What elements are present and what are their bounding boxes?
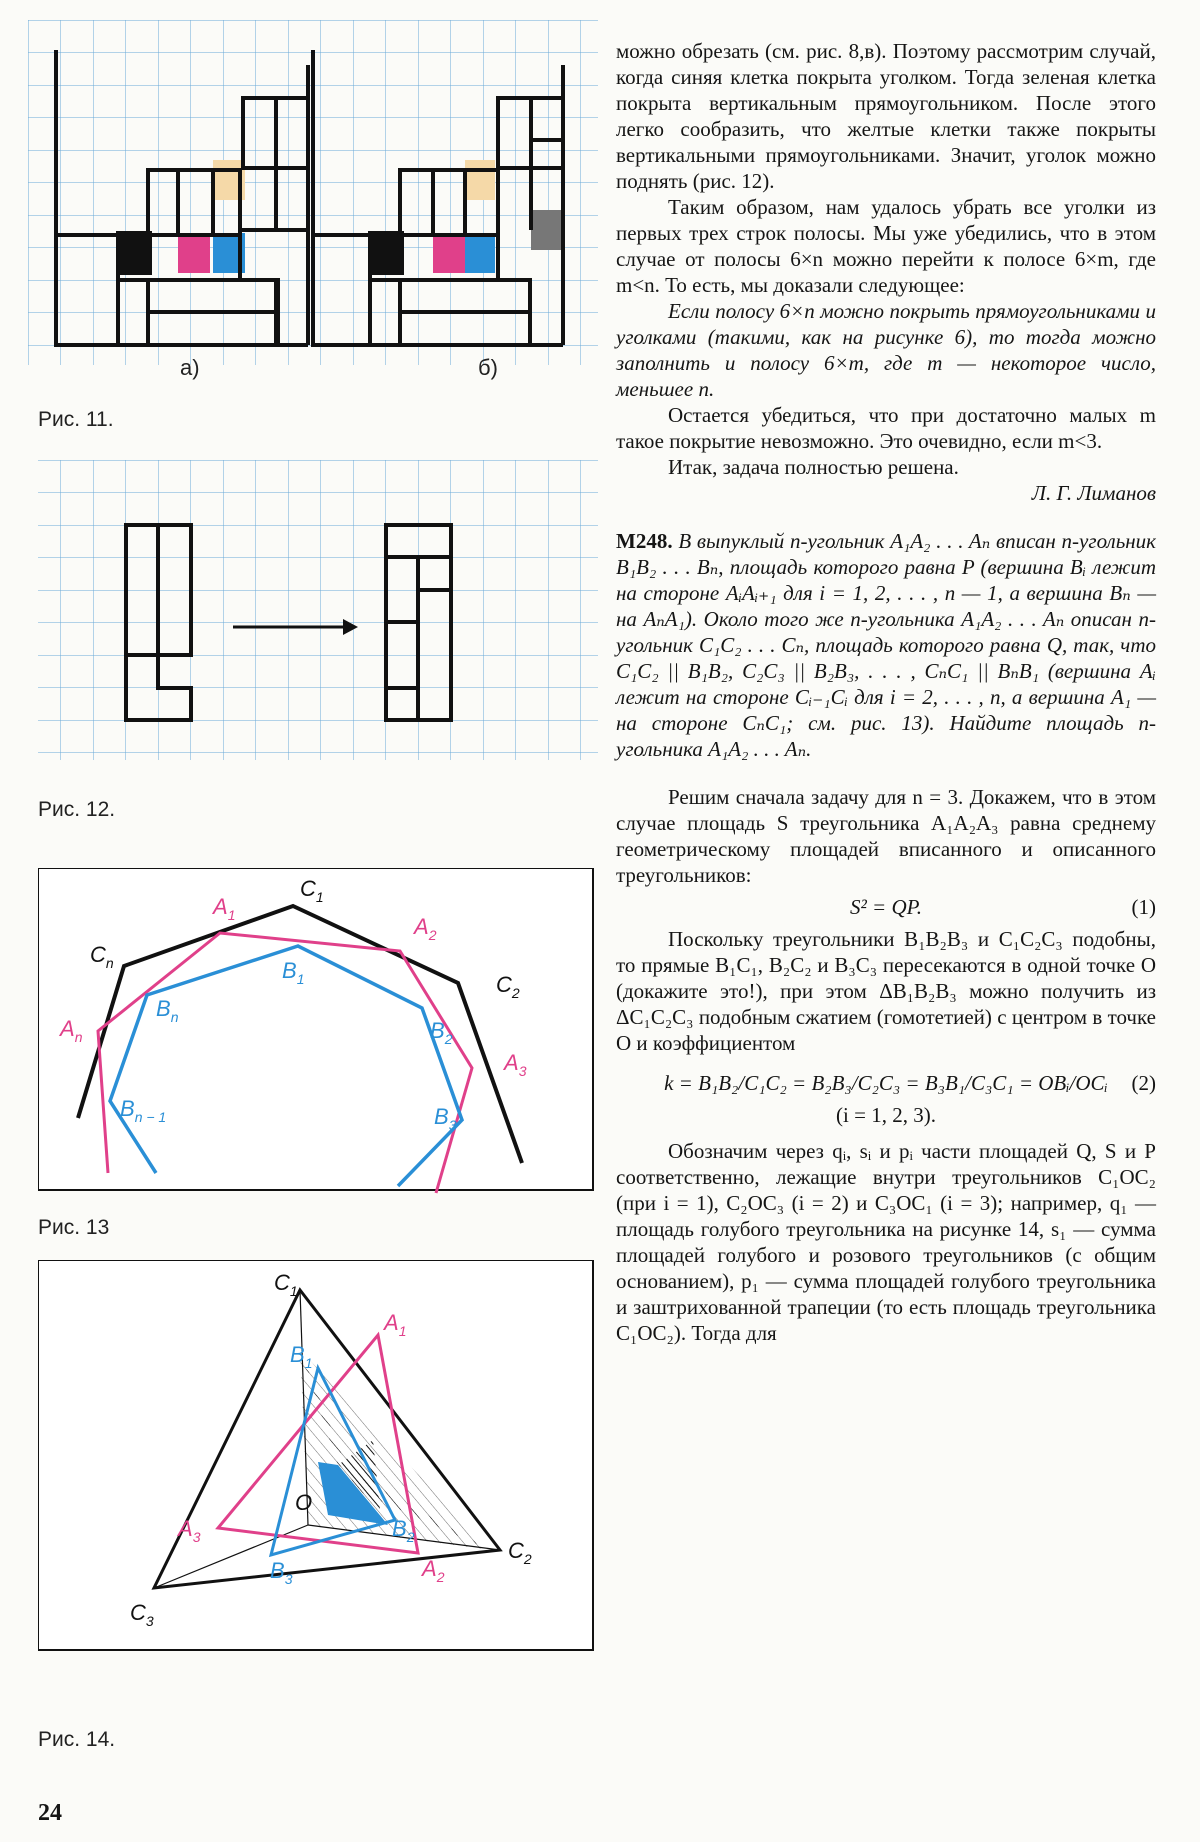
page-number: 24 [38,1800,62,1826]
svg-text:B3: $B_3$ [434,1104,457,1133]
equation-2-number: (2) [1131,1071,1156,1095]
problem-text: В выпуклый n-угольник A₁A₂ . . . Aₙ вписан n-угольник B₁B₂ . . . Bₙ, площадь которого равна P (вершина Bᵢ лежит на стороне AᵢAᵢ₊₁ для i = 1, 2, . . . , n — 1, а вершина Bₙ — на AₙA₁). Около того же n-угольника A₁A₂ . . . Aₙ описан n-угольник C₁C₂ . . . Cₙ, площадь которого равна Q, так, что C₁C₂ || B₁B₂, C₂C₃ || B₂B₃, . . . , CₙC₁ || BₙB₁ (вершина Aᵢ лежит на стороне Cᵢ₋₁Cᵢ для i = 2, . . . , n, а вершина A₁ — на стороне CₙC₁; см. рис. 13). Найдите площадь n-угольника A₁A₂ . . . Aₙ. [616,529,1156,761]
svg-text:B1: $B_1$ [290,1342,313,1371]
problem-m248 [616,528,1156,762]
figure-13-caption: Рис. 13 [38,1216,110,1239]
svg-text:A2: $A_2$ [414,914,437,943]
paragraph-3-theorem: Если полосу 6×n можно покрыть прямоугольниками и уголками (такими, как на рисунке 6), то тогда можно заполнить и полосу 6×m, где m — некоторое число, меньшее n. [616,299,1156,401]
svg-text:C1: $C_1$ [274,1270,298,1299]
figure-14-caption: Рис. 14. [38,1728,116,1751]
equation-2-condition: (i = 1, 2, 3). [836,1103,936,1127]
svg-text:A3: $A_3$ [178,1516,201,1545]
equation-1-number: (1) [1131,895,1156,919]
svg-text:B1: $B_1$ [282,958,305,987]
equation-1 [616,894,1156,920]
svg-text:A2: $A_2$ [422,1556,445,1585]
svg-text:B2: $B_2$ [430,1018,453,1047]
svg-text:B3: $B_3$ [270,1558,293,1587]
text-column [616,38,1156,1346]
svg-text:C1: $C_1$ [300,876,324,905]
svg-text:B2: $B_2$ [392,1516,415,1545]
svg-text:Bn: $B_n$ [156,996,179,1025]
paragraph-7: Поскольку треугольники B₁B₂B₃ и C₁C₂C₃ подобны, то прямые B₁C₁, B₂C₂ и B₃C₃ пересекаются в одной точке O (докажите это!), при этом ΔB₁B₂B₃ можно получить из ΔC₁C₂C₃ подобным сжатием (гомотетией) с центром в точке O и коэффициентом [616,927,1156,1055]
svg-text:A3: $A_3$ [504,1050,527,1079]
svg-text:C3: $C_3$ [130,1600,154,1629]
svg-text:A1: $A_1$ [384,1310,407,1339]
svg-text:Cn: $C_n$ [90,942,114,971]
svg-text:O: O [295,1490,313,1515]
paragraph-1: можно обрезать (см. рис. 8,в). Поэтому рассмотрим случай, когда синяя клетка покрыта уголком. Тогда зеленая клетка покрыта вертикальным прямоугольником. После этого легко сообразить, что желтые клетки также покрыты вертикальными прямоугольниками. Значит, уголок можно поднять (рис. 12). [616,39,1156,193]
paragraph-5: Итак, задача полностью решена. [668,455,959,479]
svg-text:C2: $C_2$ [496,972,520,1001]
paragraph-2: Таким образом, нам удалось убрать все уголки из первых трех строк полосы. Мы уже убедились, что в этом случае от полосы 6×n можно перейти к полосе 6×m, где m<n. То есть, мы доказали следующее: [616,195,1156,297]
author-signature: Л. Г. Лиманов [1031,481,1156,505]
figure-12-caption: Рис. 12. [38,798,116,821]
equation-2-body: k = B₁B₂/C₁C₂ = B₂B₃/C₂C₃ = B₃B₁/C₃C₁ = OBᵢ/OCᵢ [664,1071,1108,1095]
grid-background [38,460,598,760]
svg-text:Bn − 1: $B_{n - 1}$ [120,1096,167,1125]
figure-14 [38,1260,608,1660]
equation-2 [616,1070,1156,1096]
figure-11a-label: а) [180,355,200,380]
svg-text:An: $A_n$ [60,1016,83,1045]
svg-text:C2: $C_2$ [508,1538,532,1567]
figure-11b-label: б) [478,355,498,380]
svg-text:A1: $A_1$ [213,894,236,923]
paragraph-6: Решим сначала задачу для n = 3. Докажем, что в этом случае площадь S треугольника A₁A₂A₃ равна среднему геометрическому площадей вписанного и описанного треугольников: [616,785,1156,887]
paragraph-4: Остается убедиться, что при достаточно малых m такое покрытие невозможно. Это очевидно, если m<3. [616,403,1156,453]
figure-13 [38,868,608,1198]
figure-11 [28,20,598,390]
figure-11-caption: Рис. 11. [38,408,114,431]
paragraph-8: Обозначим через qᵢ, sᵢ и pᵢ части площадей Q, S и P соответственно, лежащие внутри треугольников C₁OC₂ (при i = 1), C₂OC₃ (i = 2) и C₃OC₁ (i = 3); например, q₁ — площадь голубого треугольника на рисунке 14, s₁ — сумма площадей голубого и розового треугольников (с общим основанием), p₁ — сумма площадей голубого треугольника и заштрихованной трапеции (то есть площадь треугольника C₁OC₂). Тогда для [616,1139,1156,1345]
problem-label: М248. [616,529,673,553]
figure-12 [28,460,598,760]
equation-1-body: S² = QP. [849,895,922,919]
